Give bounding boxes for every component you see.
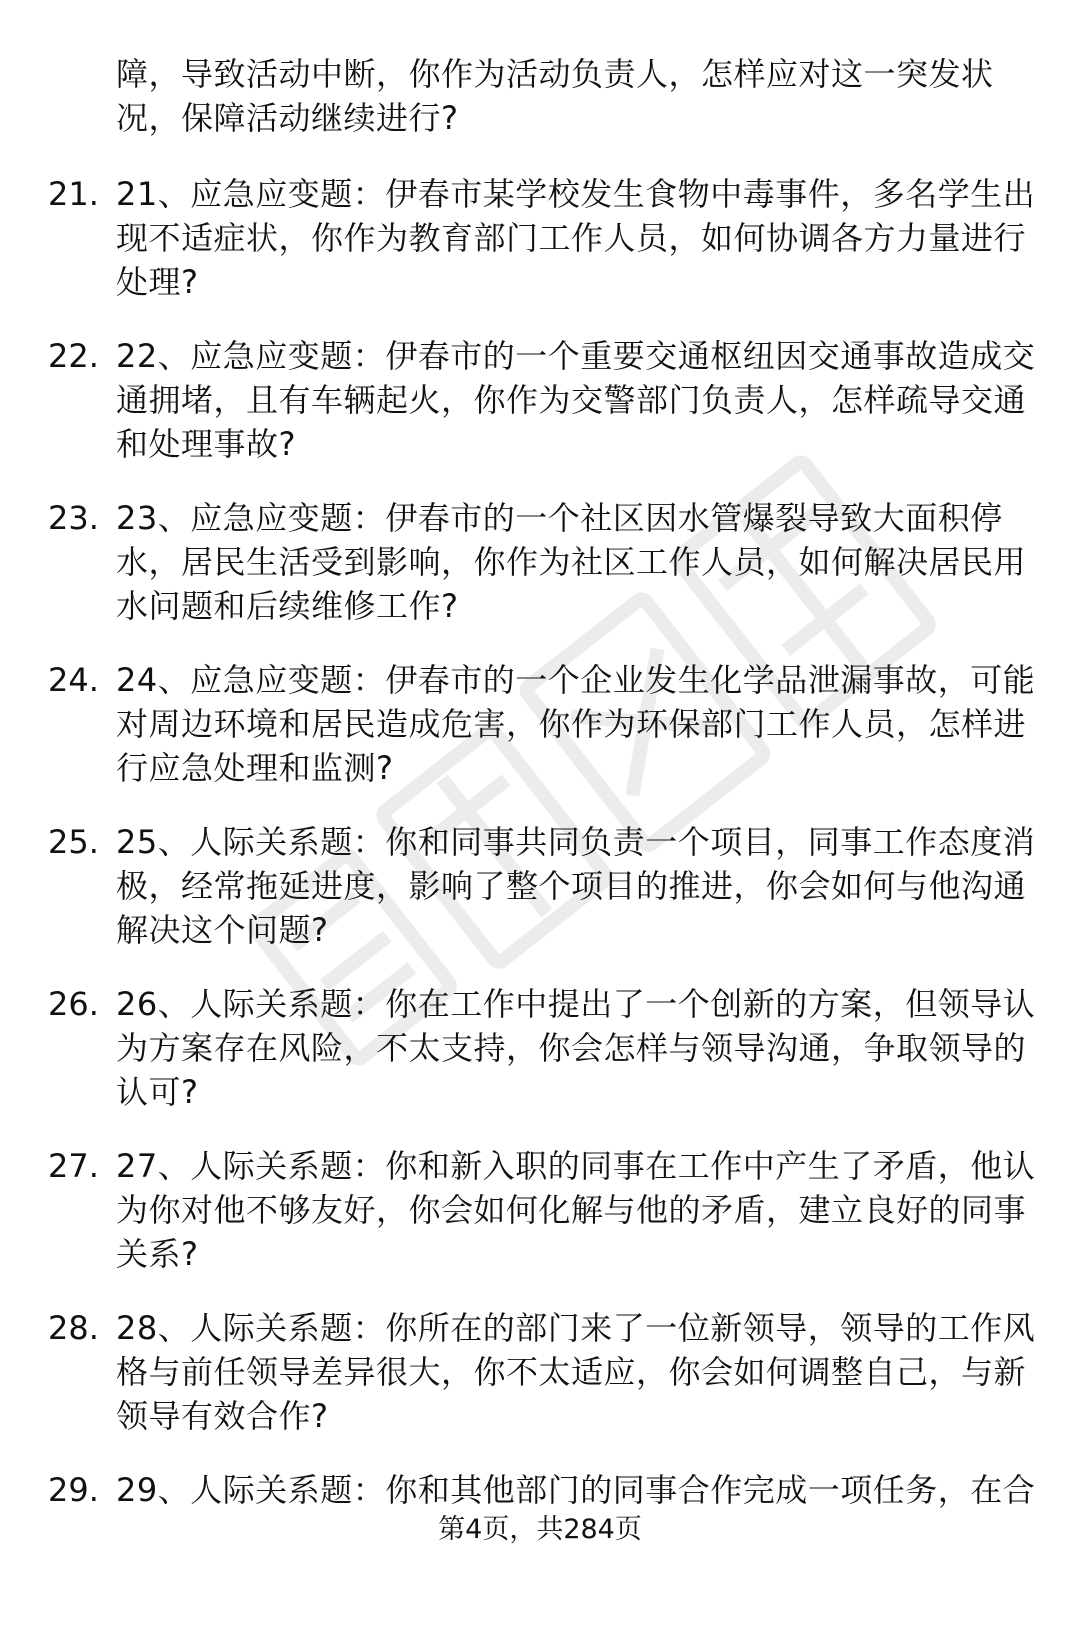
list-item-text: 24、应急应变题：伊春市的一个企业发生化学品泄漏事故，可能对周边环境和居民造成危害，你作为环保部门工作人员，怎样进行应急处理和监测? [116,661,1036,787]
list-item-number: 21. [48,175,99,213]
list-item-number: 23. [48,499,99,537]
list-item [0,172,1080,334]
list-item-text: 23、应急应变题：伊春市的一个社区因水管爆裂导致大面积停水，居民生活受到影响，你作为社区工作人员，如何解决居民用水问题和后续维修工作? [116,499,1027,625]
page-footer: 第4页，共284页 [438,1514,642,1545]
list-item-number: 22. [48,337,99,375]
list-item [0,496,1080,658]
list-item-text: 27、人际关系题：你和新入职的同事在工作中产生了矛盾，他认为你对他不够友好，你会如何化解与他的矛盾，建立良好的同事关系? [116,1147,1036,1273]
list-item [0,820,1080,982]
list-item-text: 22、应急应变题：伊春市的一个重要交通枢纽因交通事故造成交通拥堵，且有车辆起火，你作为交警部门负责人，怎样疏导交通和处理事故? [116,337,1036,463]
question-list [0,172,1080,1630]
list-item [0,334,1080,496]
list-item [0,1306,1080,1468]
list-item-number: 29. [48,1471,99,1509]
list-item-text: 29、人际关系题：你和其他部门的同事合作完成一项任务，在合 [116,1471,1036,1509]
continued-question-text: 障，导致活动中断，你作为活动负责人，怎样应对这一突发状况，保障活动继续进行? [116,55,994,137]
list-item-text: 21、应急应变题：伊春市某学校发生食物中毒事件，多名学生出现不适症状，你作为教育部门工作人员，如何协调各方力量进行处理? [116,175,1036,301]
list-item-text: 28、人际关系题：你所在的部门来了一位新领导，领导的工作风格与前任领导差异很大，你不太适应，你会如何调整自己，与新领导有效合作? [116,1309,1036,1435]
list-item-text: 26、人际关系题：你在工作中提出了一个创新的方案，但领导认为方案存在风险，不太支持，你会怎样与领导沟通，争取领导的认可? [116,985,1036,1111]
list-item-text: 25、人际关系题：你和同事共同负责一个项目，同事工作态度消极，经常拖延进度，影响了整个项目的推进，你会如何与他沟通解决这个问题? [116,823,1036,949]
list-item-number: 25. [48,823,99,861]
list-item-number: 28. [48,1309,99,1347]
list-item [0,982,1080,1144]
list-item-number: 27. [48,1147,99,1185]
list-item-number: 26. [48,985,99,1023]
list-item [0,1144,1080,1306]
list-item [0,658,1080,820]
list-item [0,1468,1080,1630]
list-item-number: 24. [48,661,99,699]
